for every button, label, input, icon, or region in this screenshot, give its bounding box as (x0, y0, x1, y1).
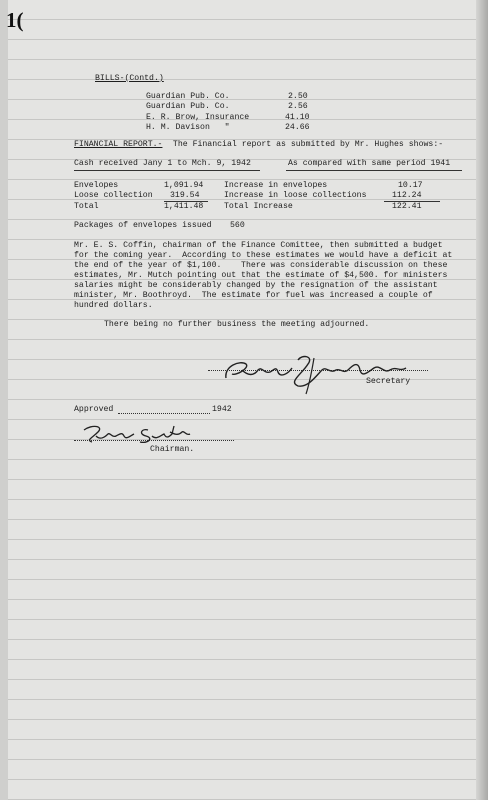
budget-line: for the coming year. According to these estimates we would have a deficit at (74, 251, 453, 260)
bill-item-name: Guardian Pub. Co. (146, 102, 230, 111)
budget-line: Mr. E. S. Coffin, chairman of the Finance Comittee, then submitted a budget (74, 241, 443, 250)
heading-underline (74, 170, 260, 171)
secretary-signature (218, 352, 418, 396)
bill-item-amount: 24.66 (285, 123, 310, 132)
budget-line: the end of the year of $1,100. There was considerable discussion on these (74, 261, 448, 270)
budget-line: estimates, Mr. Mutch pointing out that the estimate of $4,500. for ministers (74, 271, 448, 280)
cash-received-heading: Cash received Jany 1 to Mch. 9, 1942 (74, 159, 251, 168)
financial-heading: FINANCIAL REPORT.- (74, 140, 163, 149)
row-value: 1,411.48 (164, 202, 204, 211)
packages-label: Packages of envelopes issued (74, 221, 212, 230)
row-increase-value: 112.24 (392, 191, 422, 200)
adjournment-line: There being no further business the meeting adjourned. (104, 320, 370, 329)
budget-line: hundred dollars. (74, 301, 153, 310)
approval-year: 1942 (212, 405, 232, 414)
row-increase-label: Total Increase (224, 202, 293, 211)
budget-line: salaries might be considerably changed by the resignation of the assistant (74, 281, 438, 290)
row-label: Loose collection (74, 191, 153, 200)
row-value: 319.54 (170, 191, 200, 200)
chairman-title: Chairman. (150, 445, 195, 454)
row-increase-label: Increase in loose collections (224, 191, 367, 200)
heading-underline (286, 170, 462, 171)
approval-date-line (118, 413, 210, 414)
page-number: 1( (6, 8, 24, 32)
row-label: Total (74, 202, 99, 211)
bill-item-name: E. R. Brow, Insurance (146, 113, 250, 122)
row-label: Envelopes (74, 181, 119, 190)
budget-line: minister, Mr. Boothroyd. The estimate for fuel was increased a couple of (74, 291, 433, 300)
bills-heading: BILLS-(Contd.) (95, 74, 164, 83)
row-increase-value: 10.17 (398, 181, 423, 190)
bill-item-amount: 2.50 (288, 92, 308, 101)
page-edge (476, 0, 488, 800)
bill-item-amount: 2.56 (288, 102, 308, 111)
secretary-title: Secretary (366, 377, 411, 386)
bill-item-name: Guardian Pub. Co. (146, 92, 230, 101)
bill-item-amount: 41.10 (285, 113, 310, 122)
row-increase-value: 122.41 (392, 202, 422, 211)
row-value: 1,091.94 (164, 181, 204, 190)
row-increase-label: Increase in envelopes (224, 181, 328, 190)
approved-label: Approved (74, 405, 114, 414)
comparison-heading: As compared with same period 1941 (288, 159, 451, 168)
financial-intro: The Financial report as submitted by Mr. Hughes shows:- (168, 140, 444, 149)
bill-item-name: H. M. Davison " (146, 123, 230, 132)
binding-margin (0, 0, 8, 800)
packages-value: 560 (230, 221, 245, 230)
